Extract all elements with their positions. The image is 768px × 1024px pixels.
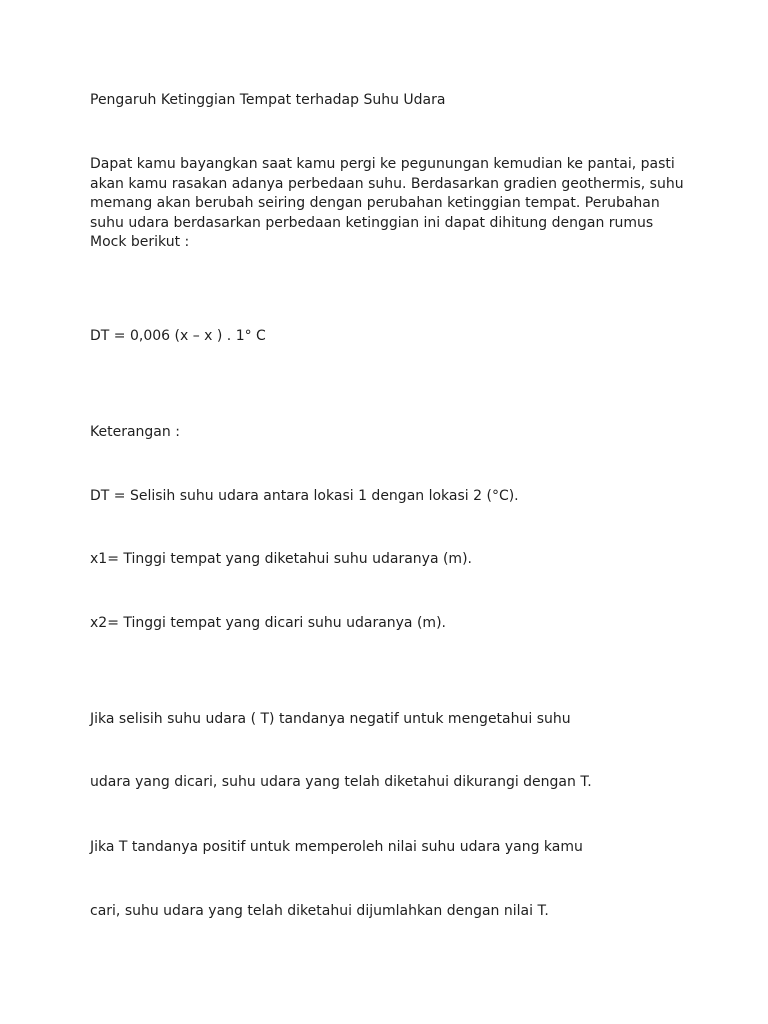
intro-paragraph [90, 155, 690, 253]
legend-x2: x2= Tinggi tempat yang dicari suhu udaranya (m). [90, 615, 446, 631]
intro-line: Mock berikut : [90, 234, 190, 250]
rule-positive-line-1: Jika T tandanya positif untuk memperoleh nilai suhu udara yang kamu [90, 839, 583, 855]
rule-negative-line-1: Jika selisih suhu udara ( T) tandanya negatif untuk mengetahui suhu [90, 711, 571, 727]
legend-dt: DT = Selisih suhu udara antara lokasi 1 dengan lokasi 2 (°C). [90, 488, 519, 504]
intro-line: akan kamu rasakan adanya perbedaan suhu. Berdasarkan gradien geothermis, suhu [90, 175, 684, 192]
rule-positive-line-2: cari, suhu udara yang telah diketahui dijumlahkan dengan nilai T. [90, 903, 549, 919]
rule-negative-line-2: udara yang dicari, suhu udara yang telah diketahui dikurangi dengan T. [90, 774, 592, 790]
formula: DT = 0,006 (x – x ) . 1° C [90, 328, 266, 344]
intro-line: suhu udara berdasarkan perbedaan ketinggian ini dapat dihitung dengan rumus [90, 214, 654, 231]
document-title: Pengaruh Ketinggian Tempat terhadap Suhu Udara [90, 92, 446, 108]
intro-line: Dapat kamu bayangkan saat kamu pergi ke pegunungan kemudian ke pantai, pasti [90, 156, 675, 172]
legend-heading: Keterangan : [90, 424, 180, 440]
intro-line: memang akan berubah seiring dengan perubahan ketinggian tempat. Perubahan [90, 195, 660, 211]
legend-x1: x1= Tinggi tempat yang diketahui suhu udaranya (m). [90, 551, 472, 567]
